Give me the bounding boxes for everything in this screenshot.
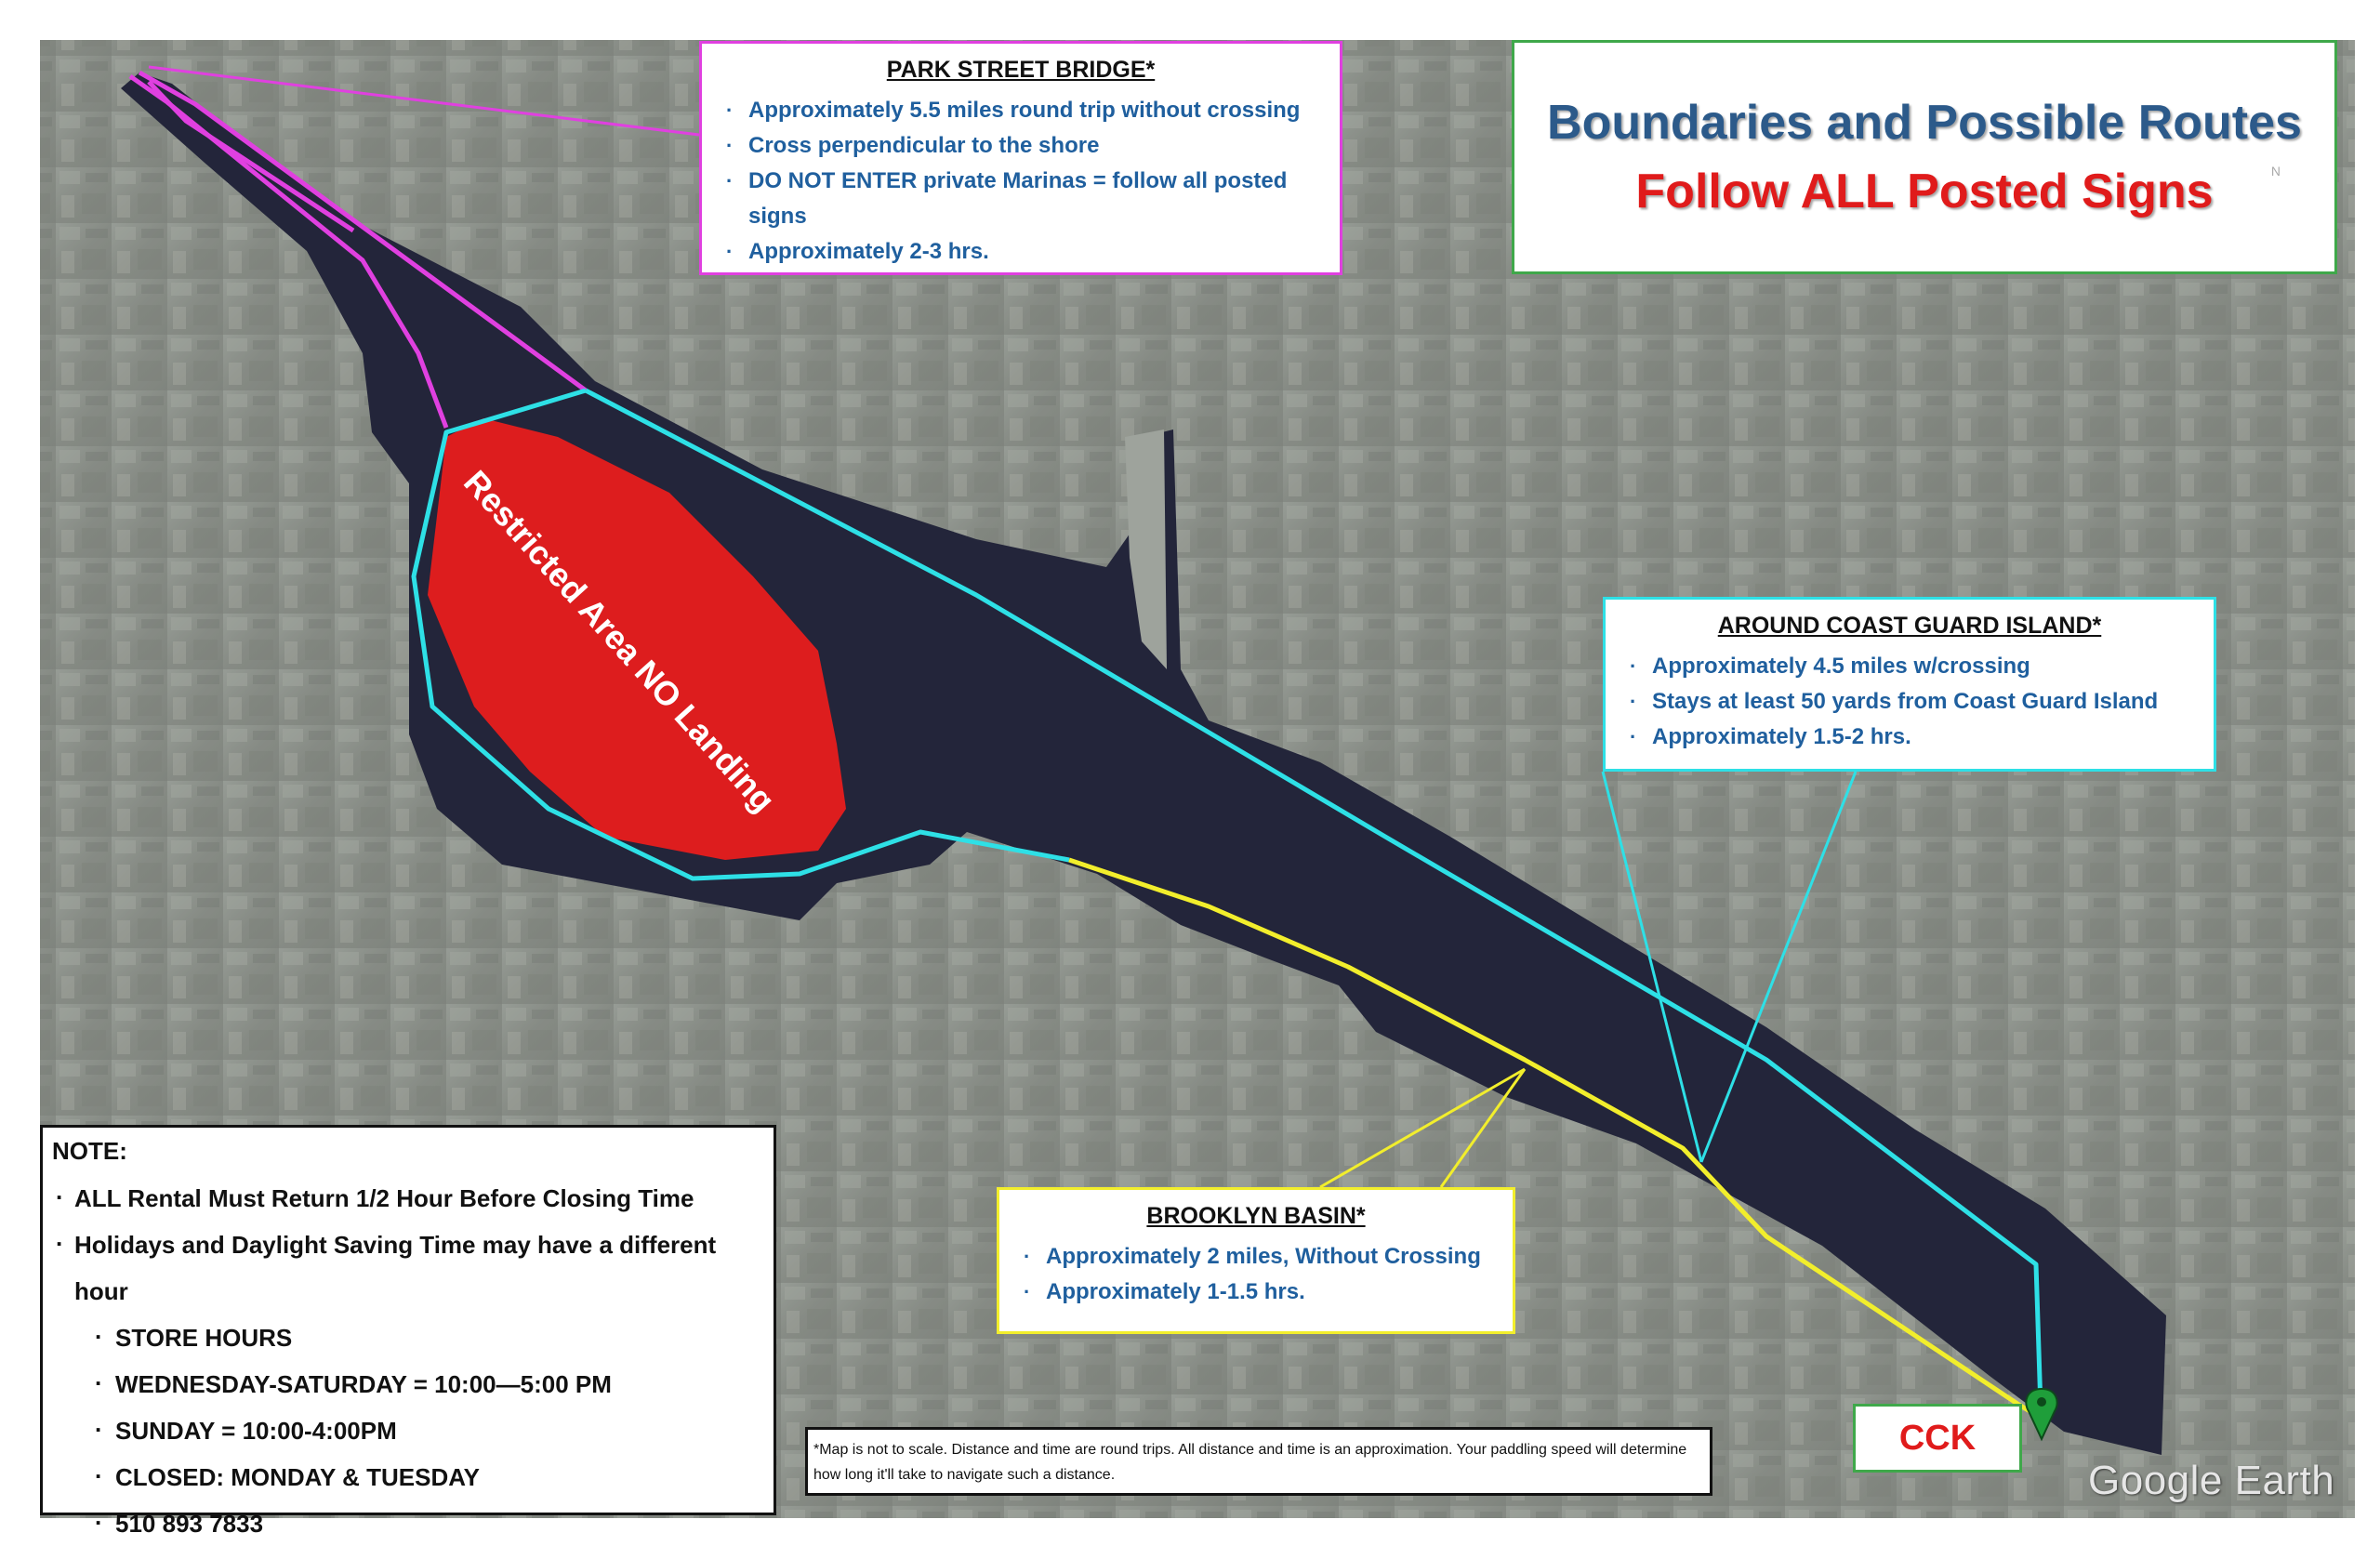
coast-guard-item: . Stays at least 50 yards from Coast Guard Island bbox=[1630, 684, 2189, 720]
restricted-area-label: Restricted Area NO Landing bbox=[456, 462, 783, 820]
north-indicator: N bbox=[2270, 164, 2281, 178]
park-street-item: . Approximately 5.5 miles round trip without crossing bbox=[726, 93, 1316, 128]
coast-guard-item: . Approximately 4.5 miles w/crossing bbox=[1630, 649, 2189, 684]
note-box bbox=[40, 1125, 776, 1538]
brooklyn-item: . Approximately 2 miles, Without Crossing bbox=[1024, 1239, 1488, 1275]
coast-guard-island-callout bbox=[1603, 597, 2216, 772]
note-title: NOTE: bbox=[52, 1137, 127, 1165]
map-title-box bbox=[1512, 40, 2337, 274]
park-street-item: . Cross perpendicular to the shore bbox=[726, 128, 1316, 164]
store-hours-line: . STORE HOURS bbox=[52, 1315, 764, 1361]
note-line: . ALL Rental Must Return 1/2 Hour Before Closing Time bbox=[52, 1175, 764, 1222]
disclaimer: *Map is not to scale. Distance and time are round trips. All distance and time is an approximation. Your paddling speed will determine how long it'll take to navigate such a distance. bbox=[805, 1427, 1712, 1496]
brooklyn-item: . Approximately 1-1.5 hrs. bbox=[1024, 1275, 1488, 1310]
note-line: . Holidays and Daylight Saving Time may have a different hour bbox=[52, 1222, 764, 1315]
map-subtitle: Follow ALL Posted Signs bbox=[1635, 165, 2214, 218]
brooklyn-basin-callout bbox=[997, 1187, 1515, 1334]
store-hours-line: . WEDNESDAY-SATURDAY = 10:00—5:00 PM bbox=[52, 1361, 764, 1407]
store-hours-line: . SUNDAY = 10:00-4:00PM bbox=[52, 1407, 764, 1454]
store-hours-line: . CLOSED: MONDAY & TUESDAY bbox=[52, 1454, 764, 1500]
phone-number: . 510 893 7833 bbox=[52, 1500, 764, 1547]
park-street-item: . DO NOT ENTER private Marinas = follow all posted signs bbox=[726, 164, 1316, 234]
park-street-heading: PARK STREET BRIDGE* bbox=[886, 57, 1156, 83]
park-street-bridge-callout bbox=[699, 41, 1342, 275]
coast-guard-heading: AROUND COAST GUARD ISLAND* bbox=[1717, 613, 2102, 639]
coast-guard-item: . Approximately 1.5-2 hrs. bbox=[1630, 720, 2189, 755]
park-street-item: . Approximately 2-3 hrs. bbox=[726, 234, 1316, 270]
map-title: Boundaries and Possible Routes bbox=[1547, 96, 2302, 150]
launch-label: CCK bbox=[1853, 1404, 2022, 1473]
attribution: Google Earth bbox=[2088, 1458, 2335, 1503]
brooklyn-heading: BROOKLYN BASIN* bbox=[1146, 1203, 1366, 1229]
